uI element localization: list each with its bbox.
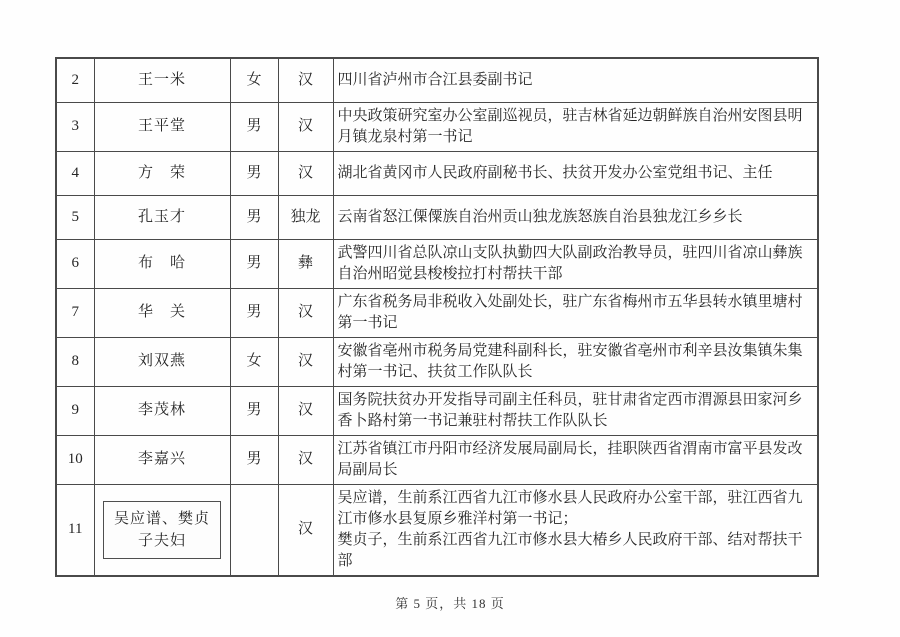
cell-ethnicity: 汉 [278,337,333,386]
table-row [56,337,818,386]
table-row [56,58,818,102]
description-line: 武警四川省总队凉山支队执勤四大队副政治教导员，驻四川省凉山彝族自治州昭觉县梭梭拉打村帮扶干部 [337,244,803,282]
name-text: 布 哈 [137,255,186,271]
cell-ethnicity: 汉 [278,151,333,195]
cell-gender: 男 [230,435,278,484]
name-text: 李茂林 [137,402,186,418]
name-text: 王一米 [137,71,186,88]
description-line: 中央政策研究室办公室副巡视员，驻吉林省延边朝鲜族自治州安图县明月镇龙泉村第一书记 [337,107,803,145]
cell-number: 3 [56,102,94,151]
officials-roster-table [55,57,819,577]
name-text: 刘双燕 [137,353,186,369]
cell-number: 2 [56,58,94,102]
cell-ethnicity: 汉 [278,386,333,435]
cell-name [94,435,230,484]
page-number-footer: 第 5 页，共 18 页 [395,596,505,611]
cell-name [94,58,230,102]
name-text: 吴应谱、樊贞子夫妇 [103,501,221,559]
cell-description [333,386,818,435]
cell-description [333,337,818,386]
cell-name [94,239,230,288]
description-line: 樊贞子，生前系江西省九江市修水县大椿乡人民政府干部、结对帮扶干部 [337,531,803,569]
table-row [56,484,818,576]
cell-gender: 男 [230,102,278,151]
cell-description [333,195,818,239]
cell-name [94,288,230,337]
cell-description [333,239,818,288]
cell-description [333,484,818,576]
roster-table-body [56,58,818,576]
cell-gender: 男 [230,239,278,288]
cell-number: 11 [56,484,94,576]
cell-ethnicity: 汉 [278,58,333,102]
description-line: 吴应谱，生前系江西省九江市修水县人民政府办公室干部，驻江西省九江市修水县复原乡雅洋村第一书记； [337,489,803,527]
cell-gender: 男 [230,195,278,239]
cell-ethnicity: 汉 [278,288,333,337]
cell-gender: 男 [230,151,278,195]
table-row [56,386,818,435]
cell-ethnicity: 独龙 [278,195,333,239]
cell-ethnicity: 汉 [278,102,333,151]
description-line: 云南省怒江傈僳族自治州贡山独龙族怒族自治县独龙江乡乡长 [337,208,743,225]
cell-description [333,435,818,484]
cell-name [94,386,230,435]
cell-number: 5 [56,195,94,239]
cell-description [333,288,818,337]
cell-description [333,102,818,151]
cell-gender: 女 [230,337,278,386]
name-text: 方 荣 [137,164,186,181]
table-row [56,239,818,288]
cell-ethnicity: 汉 [278,435,333,484]
cell-gender: 男 [230,386,278,435]
table-row [56,151,818,195]
cell-name [94,151,230,195]
cell-name [94,102,230,151]
description-line: 湖北省黄冈市人民政府副秘书长、扶贫开发办公室党组书记、主任 [337,164,773,181]
table-row [56,102,818,151]
description-line: 广东省税务局非税收入处副处长，驻广东省梅州市五华县转水镇里塘村第一书记 [337,293,803,331]
cell-ethnicity: 彝 [278,239,333,288]
table-row [56,195,818,239]
cell-name [94,484,230,576]
table-row [56,288,818,337]
cell-number: 8 [56,337,94,386]
cell-number: 4 [56,151,94,195]
name-text: 王平堂 [137,118,186,134]
cell-gender [230,484,278,576]
cell-gender: 男 [230,288,278,337]
description-line: 四川省泸州市合江县委副书记 [337,71,533,88]
name-text: 李嘉兴 [137,451,186,467]
name-text: 华 关 [137,304,186,320]
cell-description [333,151,818,195]
cell-gender: 女 [230,58,278,102]
cell-name [94,337,230,386]
cell-name [94,195,230,239]
cell-number: 9 [56,386,94,435]
description-line: 安徽省亳州市税务局党建科副科长，驻安徽省亳州市利辛县汝集镇朱集村第一书记、扶贫工作队队长 [337,342,803,380]
cell-description [333,58,818,102]
cell-number: 10 [56,435,94,484]
cell-number: 7 [56,288,94,337]
name-text: 孔玉才 [137,208,186,225]
cell-number: 6 [56,239,94,288]
cell-ethnicity: 汉 [278,484,333,576]
description-line: 江苏省镇江市丹阳市经济发展局副局长，挂职陕西省渭南市富平县发改局副局长 [337,440,803,478]
table-row [56,435,818,484]
description-line: 国务院扶贫办开发指导司副主任科员，驻甘肃省定西市渭源县田家河乡香卜路村第一书记兼驻村帮扶工作队队长 [337,391,803,429]
